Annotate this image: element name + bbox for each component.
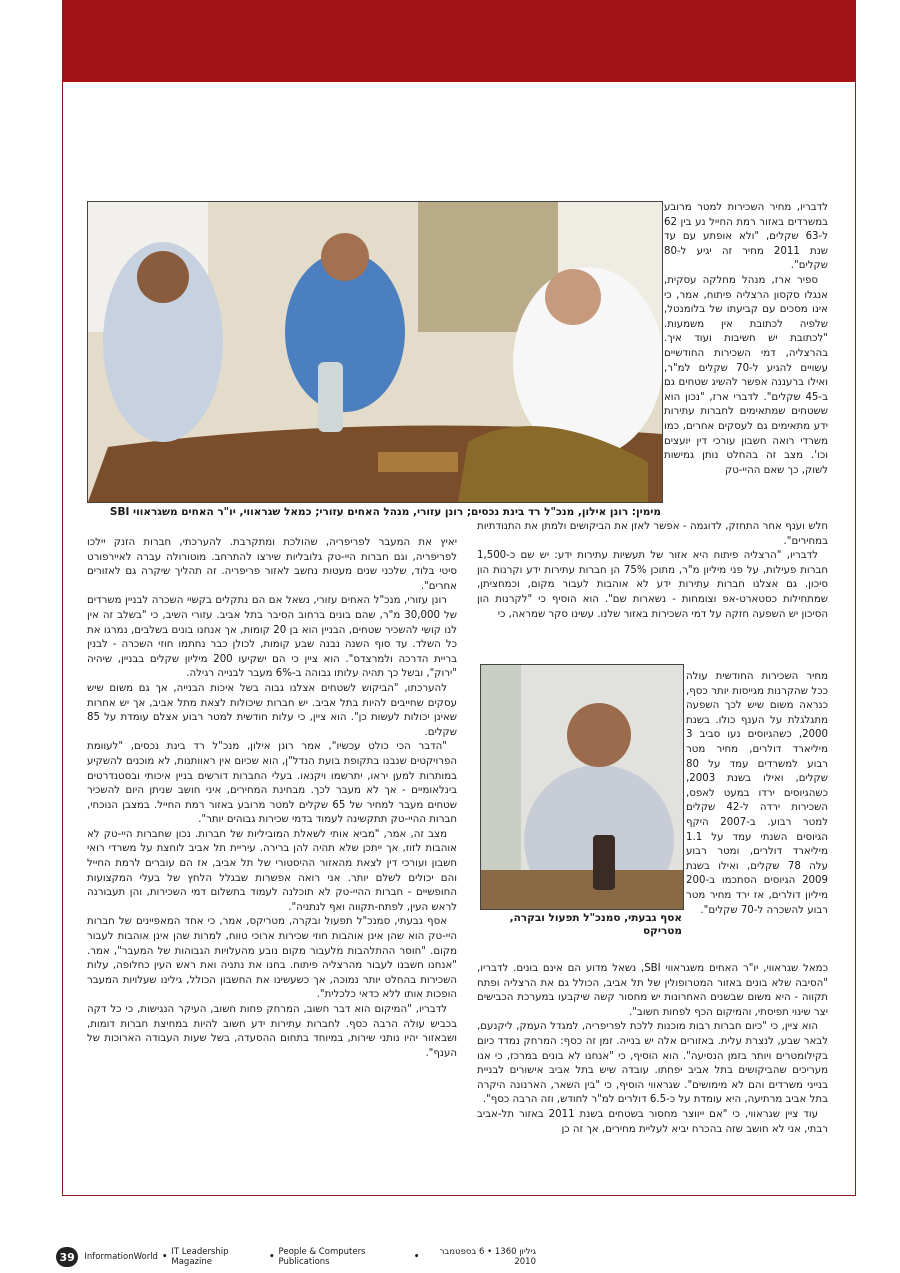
paragraph: עוד ציין שגראווי, כי "אם ייווצר מחסור בשטחים בשנת 2011 באזור תל-אביב רבתי, אני לא חושב שזה בהכרח יביא לעליית מחירים, אך זה כן [477,1108,828,1135]
separator: • [269,1252,275,1262]
small-photo-caption: אסף גבעתי, סמנכ"ל תפעול ובקרה, מטריקס [509,912,682,937]
paragraph: יאיץ את המעבר לפריפריה, שהולכת ומתקרבת. להערכתי, חברות הזנק יילכו לפריפריה, וגם חברות היי-טק גלובליות שירצו להתרחב. מוטורולה עברה לאיירפורט סיטי בלוד, שלכני שנים מעטות נחשב לאזור פריפריה. זה תהליך שיקרה גם לאזורים אחרים". [87,537,457,592]
paragraph: רונן עזורי, מנכ"ל האחים עזורי, נשאל אם הם נתקלים בקשיי השכרה לבניין משרדים של 30,000 מ"ר, שהם בונים ברחוב הסיבר בתל אביב. עזורי השיב, כי "בשלב זה אין לנו קושי להשכיר שטחים, הבניין הוא בן 20 קומות, אך אנחנו בונים בשלבים, נמרגו את כל השלד. עד סוף השנה נבנה שבע קומות, לכולן כבר נחתמו חוזי השכרה - לבנין בריית הדרכה ולמרצדס". הוא ציין כי הם ישקיעו 200 מיליון שקלים בבניין, שיהיה "ירוק", ובשל כך תהיה עלותו גבוהה ב-6% מעבר לבנייה רגילה. [87,595,458,680]
left-column [87,536,457,1061]
middle-right-column [477,520,828,622]
paragraph: לדבריו, מחיר השכירות למטר מרובע במשרדים באזור רמת החייל נע בין 62 ל-63 שקלים, "ולא אופתע עם עד שנת 2011 מחיר זה יגיע ל-80 שקלים". [664,202,828,272]
narrow-column [686,670,828,918]
separator: • [161,1252,168,1262]
main-photo-caption: מימין: רונן אילון, מנכ"ל רד בינת נכסים; רונן עזורי, מנהל האחים עזורי; כמאל שגראווי, יו"ר האחים משגראווי SBI [109,506,661,518]
footer-item: People & Computers Publications [278,1247,366,1267]
paragraph: לדבריו, "המיקום הוא דבר חשוב, המרחק פחות חשוב, העיקר הנגישות, כי כל דקה בכביש עולה הרבה כסף. לחברות עתירות ידע חשוב להיות במחיצת חברות דומות, ושבאזור יהיו נותני שירות, במיוחד בתחום ההסעדה, בשל שעות העבודה הארוכות של הענף". [87,1004,457,1059]
paragraph: ספיר ארז, מנהל מחלקה עסקית, אנגלו סקסון הרצליה פיתוח, אמר, כי אינו מסכים עם קביעתו של בלומנטל, שלפיה לכתובת אין משמעות. "לכתובת יש חשיבות ועוד איך. בהרצליה, דמי השכירות החודשיים עשויים להגיע ל-70 שקלים למ"ר, ואילו ברעננה אפשר להשיג שטחים גם ב-45 שקלים". לדברי ארז, "נכון הוא ששטחים שמתאימים לחברות עתירות ידע מתאימים גם לעסקים אחרים, כמו משרדי רואה חשבון עורכי דין יועצים וכו'. מצב זה בהחלט נותן גמישות לשוק, כך שאם ההיי-טק [664,274,829,476]
small-photo [480,664,684,910]
page-number: 39 [56,1247,78,1267]
separator: • [413,1252,420,1262]
footer [56,1246,536,1268]
footer-item: גיליון 1360 • 6 בספטמבר 2010 [439,1247,536,1267]
main-photo [87,201,663,503]
paragraph: "הדבר הכי כולט עכשיו", אמר רונן אילון, מנכ"ל רד בינת נכסים, "לעוומת הפרויקטים שנבנו בתקופת בועת הנדל"ן, הוא שכיום אין ראוותנות, לא מוכנים להשקיע במותרות למען יראו, יתרשמו ויקנאו. בעלי החברות דורשים בניין איכותי ובסטנדרטים בינלאומיים - אך לא מעבר לכך. מבחינת המחירים, איני חושב שניתן היום להשכיר שטחים מעבר למחיר של 65 שקלים למטר מרובע באזור רמת החייל. במצבן הנוכחי, חברות ההיי-טק תתקשינה לעמוד בדמי שכירות גבוהים יותר". [87,741,458,826]
footer-item: InformationWorld [84,1252,158,1262]
bottom-right-column [477,962,828,1137]
paragraph: להערכתו, "הביקוש לשטחים אצלנו גבוה בשל איכות הבנייה, אך גם משום שיש עסקים שחייבים להיות בתל אביב. יש חברות שיכולות לצאת מתל אביב, אך יש אחרות שאינן יכולות לעשות כן". הוא ציין, כי עלות חודשית למטר רבוע אצלם עומדת על 85 שקלים. [87,682,457,738]
paragraph: כמאל שגראווי, יו"ר האחים משגראווי SBI, נשאל מדוע הם אינם בונים. לדבריו, "הסיבה שלא בונים באזור המטרופולין של תל אביב, הכולל גם את הרצליה ופתח תקווה - היא משום שבשנים האחרונות יש מחסור קשה שיקבעו במערכת הכבישים יצר שינוי תפיסתי, והמיקום הכף לפחות חשוב". [477,963,828,1018]
paragraph: אסף גבעתי, סמנכ"ל תפעול ובקרה, מטריקס, אמר, כי אחד המאפיינים של חברות היי-טק הוא שהן אינן אוהבות חוזי שכירות ארוכי טווח, למרות שהן אינן אוהבות לעבור מקום. "חוסר ההתלהבות מלעבור מקום נובע מהעלויות הגבוהות של המעבר", אמר. "אנחנו חשבנו לעבור מהרצליה פיתוח. בחנו את נתניה ואת ראש העין כחלופה, עלות השכירות בהחלט יותר נמוכה, אך כשעשינו את החשבון הכולל, גילינו שעלויות המעבר הופכות אותו ללא כדאי כלכלית". [87,916,457,1001]
footer-item: IT Leadership Magazine [171,1247,229,1267]
paragraph: הוא ציין, כי "כיום חברות רבות מוכנות ללכת לפריפריה, למגדל העמק, ליקנעם, לבאר שבע, לנצרת עלית. באזורים אלה יש בנייה. זמן זה כסף: המרחק נמדד כיום בקילומטרים ויותר בזמן הנסיעה". הוא הוסיף, כי "אנחנו לא בונים במרכז, כי אנו מעריכים שהביקושים בתל אביב יפחתו. עובדה שיש בתל אביב אישורים לבניית בנייני משרדים והם לא מימושים". שגראווי הוסיף, כי "בין השאר, הארנונה היקרה בתל אביב מרתיעה, היא עומדת על כ-6.5 דולרים למ"ר לחודש, וזה הרבה כסף". [477,1021,828,1106]
paragraph: חלש וענף אחר התחזק, לדוגמה - אפשר לאזן את הביקושים ולמתן את התנודתיות במחירים". [477,521,828,547]
paragraph: לדבריו, "הרצליה פיתוח היא אזור של תעשיות עתירות ידע: יש שם כ-1,500 חברות פעילות, על פני מיליון מ"ר, מתוכן 75% הן חברות עתירות ידע וקרנות הון סיכון. גם אצלנו חברות עתירות ידע לא אוהבות לעבור מקום, וכמחציתן, שמתחילות כסטארט-אפ וצומחות - נשארות שם". הוא הוסיף כי "לקרנות הון הסיכון יש השפעה חזקה על דמי השכירות באזור שלנו. עשינו סקר שמראה, כי [477,550,828,620]
top-right-column [664,201,828,478]
paragraph: מצב זה, אמר, "מביא אותי לשאלת המוביליות של חברות. נכון שחברות היי-טק לא אוהבות לזוז, אך ייתכן שלא תהיה להן ברירה. עיריית תל אביב לוחצת על משרדי רואי חשבון ועורכי דין לצאת מהאזור ההיסטורי של תל אביב, אז הם עוברים לרמת החייל והם יכולים לשלם יותר. אני רואה אפשרות שבגלל הלחץ של בעלי המקצועות החופשיים - חברות ההיי-טק לא תוכלנה לעמוד בתשלום דמי השכירות, והן תעבורנה לראש העין, לפתח-תקווה ואף לנתניה". [87,828,457,913]
paragraph: מחיר השכירות החודשית עולה ככל שהקרנות מגייסות יותר כסף, כנראה משום שיש לכך השפעה מתגלגלת על הענף כולו. בשנת 2000, כשהגיוסים נעו סביב 3 מיליארד דולרים, מחיר מטר רבוע למשרדים עמד על 80 שקלים, ואילו בשנת 2003, כשהגיוסים ירדו במעט לאפס, השכירות ירדה ל-42 שקלים למטר רבוע. ב-2007 היקף הגיוסים השנתי עמד על 1.1 מיליארד דולרים, ומטר רבוע עלה 78 שקלים, ואילו בשנת 2009 הגיוסים הסתכמו ב-200 מיליון דולרים, אז ירד מחיר מטר רבוע להשכרה ל-70 שקלים". [686,671,829,916]
